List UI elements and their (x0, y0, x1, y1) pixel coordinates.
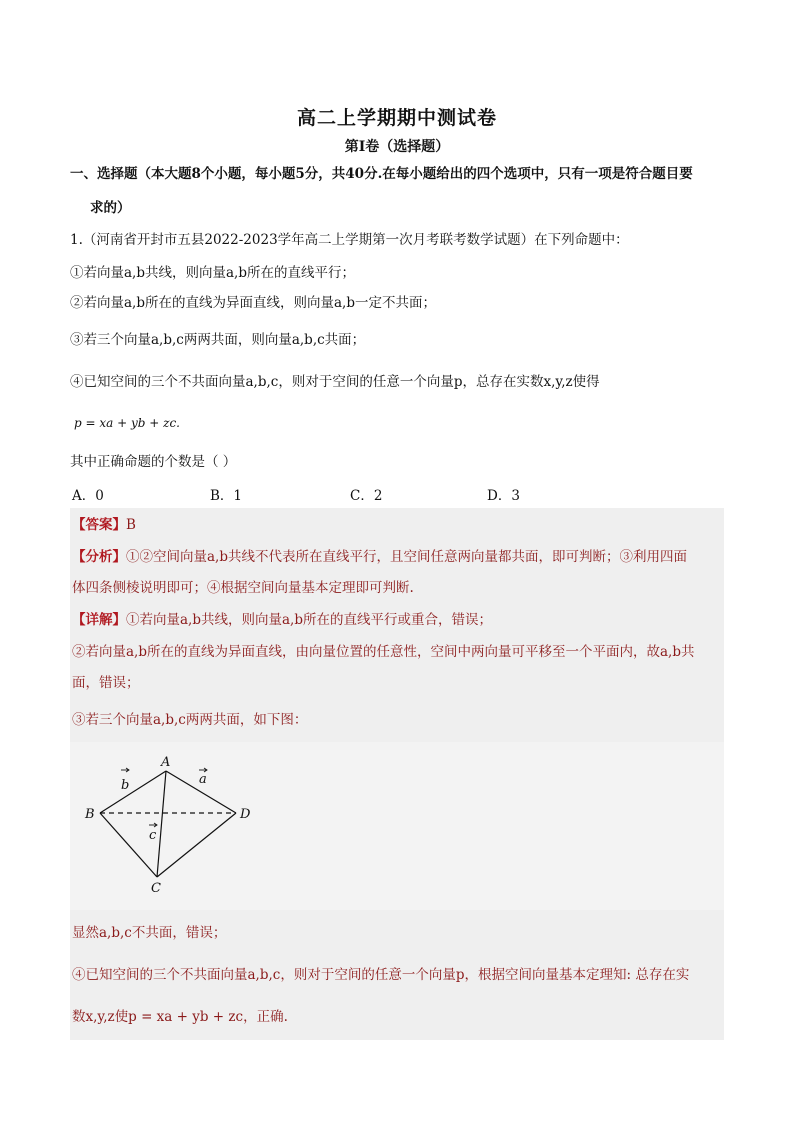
detail-line6: ④已知空间的三个不共面向量a,b,c，则对于空间的任意一个向量p，根据空间向量基本定理知: 总存在实 (72, 967, 690, 983)
proposition-1: ①若向量a,b共线，则向量a,b所在的直线平行； (70, 265, 355, 281)
edge-AB (100, 771, 166, 813)
section-header-line1: 一、选择题（本大题8个小题，每小题5分，共40分.在每小题给出的四个选项中，只有一项是符合题目要 (70, 166, 693, 182)
detail-line2: ②若向量a,b所在的直线为异面直线，由向量位置的任意性，空间中两向量可平移至一个平面内，故a,b共 (72, 644, 695, 660)
analysis-line1: ①②空间向量a,b共线不代表所在直线平行，且空间任意两向量都共面，即可判断；③利用四面 (126, 549, 687, 565)
detail-tag: 【详解】 (72, 612, 126, 628)
label-C: C (151, 881, 161, 896)
label-vector-a: a (199, 772, 207, 787)
option-c[interactable]: C．2 (350, 488, 383, 504)
answer-row (72, 516, 136, 534)
detail-line5: 显然a,b,c不共面，错误； (72, 925, 227, 941)
detail-line4: ③若三个向量a,b,c两两共面，如下图： (72, 712, 308, 728)
label-A: A (161, 755, 171, 770)
detail-line3: 面，错误； (72, 675, 140, 691)
detail-line7: 数x,y,z使p = xa + yb + zc，正确. (72, 1009, 288, 1025)
option-d[interactable]: D．3 (487, 488, 520, 504)
detail-row (72, 611, 492, 629)
option-a[interactable]: A．0 (72, 488, 104, 504)
answer-tag: 【答案】 (72, 517, 126, 533)
analysis-tag: 【分析】 (72, 549, 126, 565)
edge-AC (157, 771, 166, 877)
label-B: B (85, 807, 95, 822)
detail-line1: ①若向量a,b共线，则向量a,b所在的直线平行或重合，错误； (126, 612, 492, 628)
page-title: 高二上学期期中测试卷 (296, 107, 497, 129)
label-D: D (240, 807, 251, 822)
edge-BC (100, 813, 157, 877)
section-header-line2: 求的） (90, 200, 131, 216)
tetrahedron-figure (70, 742, 724, 910)
question-stem: 1.（河南省开封市五县2022-2023学年高二上学期第一次月考联考数学试题）在下列命题中： (70, 232, 629, 248)
question-ask: 其中正确命题的个数是（ ） (70, 454, 237, 470)
option-b[interactable]: B．1 (210, 488, 243, 504)
analysis-row (72, 548, 687, 566)
label-vector-c: c (149, 828, 157, 843)
answer-value: B (126, 517, 136, 533)
proposition-2: ②若向量a,b所在的直线为异面直线，则向量a,b一定不共面； (70, 295, 436, 311)
tetrahedron-diagram (70, 742, 724, 910)
proposition-4-formula: p = xa + yb + zc. (74, 416, 180, 430)
proposition-4: ④已知空间的三个不共面向量a,b,c，则对于空间的任意一个向量p，总存在实数x,y,z使得 (70, 374, 600, 390)
label-vector-b: b (121, 778, 130, 793)
proposition-3: ③若三个向量a,b,c两两共面，则向量a,b,c共面； (70, 332, 366, 348)
page-subtitle: 第I卷（选择题） (344, 139, 450, 155)
analysis-line2: 体四条侧棱说明即可；④根据空间向量基本定理即可判断. (72, 580, 414, 596)
edge-DC (157, 813, 236, 877)
